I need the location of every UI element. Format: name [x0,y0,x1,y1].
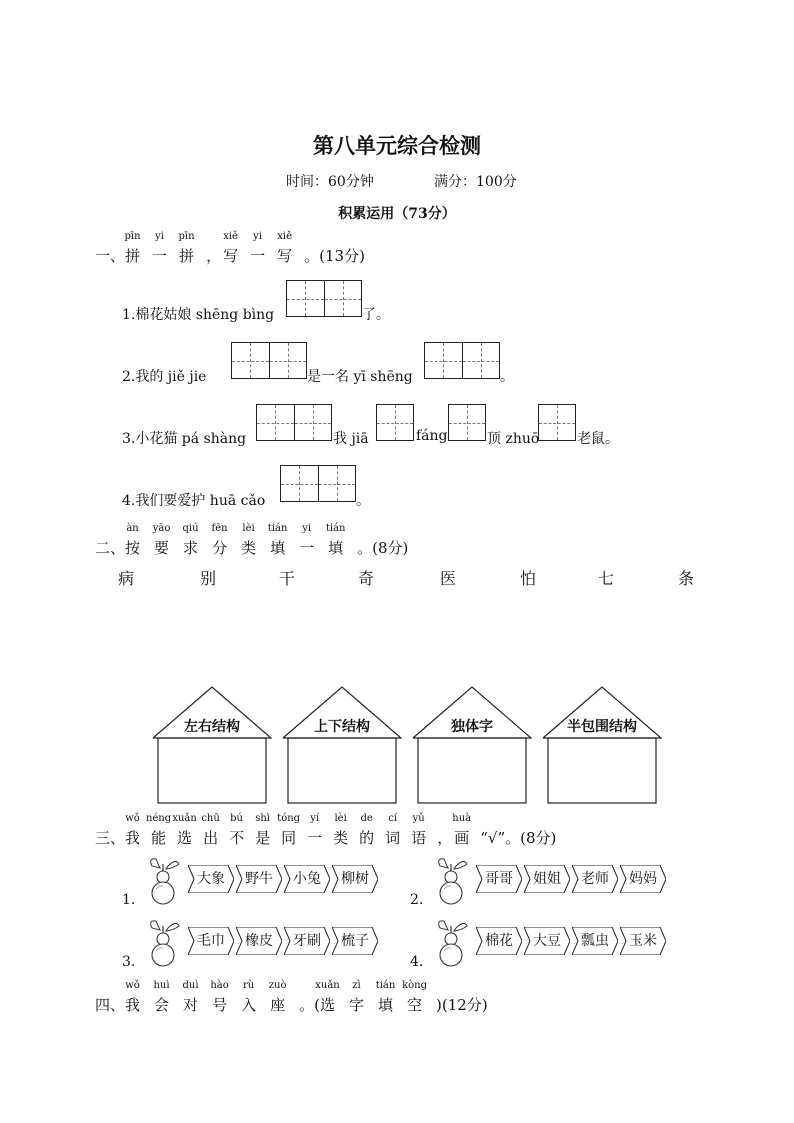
pinyin: duì [182,980,199,991]
q1-item-2-suffix: 。 [500,369,514,385]
ruby-char [182,523,199,558]
ruby-char [223,231,239,266]
word-option[interactable] [476,927,522,955]
word-label: 大豆 [533,933,561,949]
hanzi: 一 [307,829,323,847]
question-ruby-text [315,980,436,1014]
word-label: 小兔 [293,871,321,887]
pinyin: rù [242,980,255,991]
word-option[interactable] [188,927,234,955]
ruby-char [452,813,472,848]
q1-item-2-middle: 是一名 yī shēng [307,369,413,385]
word-label: 橡皮 [245,933,273,949]
hanzi: 填 [270,539,286,557]
ruby-char [210,980,229,1015]
ruby-char [152,523,171,558]
q1-item-3-part-d: 顶 zhuō [487,431,540,447]
pinyin: lèi [334,813,347,824]
pinyin: de [360,813,373,824]
pinyin: néng [145,813,172,824]
hanzi: 是 [255,829,271,847]
pinyin: yǔ [412,813,425,824]
group-number: 2. [410,892,424,908]
pinyin: yi [302,523,312,534]
hanzi: 一 [250,247,266,265]
hanzi: 语 [411,829,427,847]
page-title: 第八单元综合检测 [313,133,481,158]
hanzi: 画 [454,829,470,847]
house-shape [542,686,662,804]
gourd-icon [434,918,470,968]
pinyin: cí [388,813,398,824]
ruby-char [250,231,266,266]
word-option[interactable] [332,927,378,955]
hanzi: 填 [328,539,344,557]
ruby-char [241,523,257,558]
hanzi: 类 [241,539,257,557]
word-label: 瓢虫 [581,933,609,949]
question-ruby-text [124,231,304,265]
ruby-char [153,980,170,1015]
ruby-char [255,813,271,848]
sort-character: 医 [440,569,457,588]
ruby-char [124,231,141,266]
pinyin: xuǎn [315,980,340,991]
sort-character: 奇 [358,569,375,588]
house-shape [282,686,402,804]
hanzi: 分 [212,539,228,557]
pinyin: tián [375,980,396,991]
ruby-char [315,980,340,1015]
sort-character: 怕 [520,569,537,588]
pinyin: tián [325,523,346,534]
writing-grid[interactable] [286,280,362,317]
ruby-char [299,523,315,558]
ruby-char [437,827,452,848]
pinyin: àn [126,523,139,534]
pinyin: xiě [223,231,238,242]
word-option[interactable] [524,927,570,955]
pinyin: tóng [277,813,301,824]
q1-item-3-part-b: 我 jiā [333,431,369,447]
writing-grid[interactable] [448,404,486,441]
hanzi: 写 [223,247,239,265]
house-label: 独体字 [451,719,493,735]
word-option[interactable] [284,927,330,955]
word-option[interactable] [284,865,330,893]
hanzi: 同 [281,829,297,847]
hanzi: 能 [151,829,167,847]
pinyin: kòng [402,980,427,991]
pinyin: wǒ [125,813,140,824]
ruby-char [348,980,364,1015]
hanzi: 类 [333,829,349,847]
house-label: 半包围结构 [567,719,637,735]
ruby-char [307,813,323,848]
hanzi: 选 [319,996,335,1014]
ruby-char [145,813,172,848]
pinyin: bú [230,813,243,824]
word-option[interactable] [620,927,666,955]
question-punct: 。( [299,996,320,1014]
pinyin: shì [255,813,270,824]
hanzi: 号 [212,996,228,1014]
ruby-char [375,980,396,1015]
word-label: 玉米 [629,933,657,949]
hanzi: 填 [378,996,394,1014]
ruby-char [241,980,257,1015]
word-label: 老师 [581,871,609,887]
writing-grid[interactable] [280,465,356,502]
house-half-enclosed[interactable] [542,686,662,804]
hanzi: 写 [277,247,293,265]
ruby-char [182,980,199,1015]
q1-item-1-prompt: 1.棉花姑娘 shēng bìng [122,307,275,323]
word-option[interactable] [620,865,666,893]
house-label: 上下结构 [314,719,370,735]
word-option[interactable] [476,865,522,893]
full-score: 满分：100分 [434,174,517,190]
writing-grid[interactable] [231,342,307,379]
question-ruby-text [125,980,299,1014]
hanzi: 字 [348,996,364,1014]
ruby-char [229,813,245,848]
word-label: 哥哥 [485,871,513,887]
hanzi: 入 [241,996,257,1014]
ruby-char [277,231,293,266]
pinyin: huà [452,813,472,824]
writing-grid[interactable] [538,404,576,441]
sort-character: 别 [200,569,217,588]
word-option[interactable] [572,865,618,893]
section-heading: 积累运用（73分） [338,206,456,222]
ruby-char [359,813,375,848]
word-label: 柳树 [341,871,369,887]
writing-grid[interactable] [256,404,332,441]
hanzi: 要 [154,539,170,557]
hanzi: 对 [183,996,199,1014]
question-2-heading [95,523,409,558]
pinyin: huì [153,980,170,991]
pinyin: zuò [268,980,287,991]
word-label: 野牛 [245,871,273,887]
exam-time: 时间：60分钟 [286,174,374,190]
q1-item-3-part-c: fáng [416,428,448,444]
sort-character: 条 [678,569,695,588]
pinyin: xiě [277,231,292,242]
group-number: 3. [122,954,136,970]
ruby-char [411,813,427,848]
word-label: 大象 [197,871,225,887]
sort-character: 干 [279,569,296,588]
hanzi: 选 [177,829,193,847]
question-points: )(12分) [436,996,488,1014]
question-number: 三、 [95,829,126,847]
pinyin: yi [155,231,164,242]
word-option[interactable] [188,865,234,893]
group-number: 1. [122,892,136,908]
word-option[interactable] [332,865,378,893]
pinyin: zì [352,980,361,991]
pinyin: yāo [152,523,171,534]
ruby-char [402,980,427,1015]
ruby-char [211,523,228,558]
hanzi: ， [437,829,453,847]
hanzi: 的 [359,829,375,847]
gourd-icon [146,918,182,968]
group-number: 4. [410,954,424,970]
hanzi: 按 [125,539,141,557]
question-1-heading [95,231,365,266]
ruby-char [152,231,168,266]
hanzi: 空 [407,996,423,1014]
hanzi: 会 [154,996,170,1014]
question-3-heading [95,813,557,848]
q1-item-2-prompt: 2.我的 jiě jie [122,369,207,385]
word-option[interactable] [236,927,282,955]
house-shape [152,686,272,804]
q1-item-4-suffix: 。 [356,493,370,509]
house-shape [412,686,532,804]
ruby-char [277,813,301,848]
gourd-icon [146,856,182,906]
question-4-heading [95,980,488,1015]
question-points: 。(13分) [304,247,365,265]
word-label: 毛巾 [197,933,225,949]
hanzi: 一 [299,539,315,557]
hanzi: 不 [229,829,245,847]
writing-grid[interactable] [376,404,414,441]
question-ruby-text [125,523,357,557]
word-label: 姐姐 [533,871,561,887]
ruby-char [125,523,141,558]
ruby-char [268,980,287,1015]
pinyin: wǒ [125,980,140,991]
hanzi: 出 [203,829,219,847]
q1-item-4-prompt: 4.我们要爱护 huā cǎo [122,493,266,509]
word-option[interactable] [572,927,618,955]
pinyin: pīn [178,231,195,242]
ruby-char [325,523,346,558]
hanzi: 求 [183,539,199,557]
ruby-char [125,980,141,1015]
word-label: 妈妈 [629,871,657,887]
word-label: 梳子 [341,933,369,949]
ruby-char [333,813,349,848]
question-number: 二、 [95,539,126,557]
ruby-char [172,813,197,848]
word-option[interactable] [236,865,282,893]
ruby-char [267,523,288,558]
pinyin: lèi [242,523,255,534]
ruby-char [385,813,401,848]
pinyin: fēn [211,523,228,534]
q1-item-3-prompt: 3.小花猫 pá shàng [122,431,247,447]
ruby-char [125,813,141,848]
pinyin: tián [267,523,288,534]
pinyin: pīn [124,231,141,242]
q1-item-1-suffix: 了。 [362,307,390,323]
sort-character: 七 [598,569,615,588]
hanzi: 我 [125,829,141,847]
hanzi: 我 [125,996,141,1014]
question-points: “√”。(8分) [480,829,557,847]
ruby-char [178,231,195,266]
word-option[interactable] [524,865,570,893]
sort-character: 病 [118,569,135,588]
pinyin: chū [201,813,220,824]
house-left-right[interactable] [152,686,272,804]
pinyin: qiú [182,523,199,534]
word-label: 牙刷 [293,933,321,949]
writing-grid[interactable] [424,342,500,379]
question-points: 。(8分) [357,539,409,557]
hanzi: 座 [270,996,286,1014]
hanzi: 一 [152,247,168,265]
hanzi: 拼 [179,247,195,265]
house-single[interactable] [412,686,532,804]
pinyin: yí [310,813,320,824]
question-number: 一、 [95,247,126,265]
house-label: 左右结构 [184,719,240,735]
hanzi: 词 [385,829,401,847]
word-label: 棉花 [485,933,513,949]
question-number: 四、 [95,996,126,1014]
pinyin: yi [253,231,263,242]
pinyin: hào [210,980,229,991]
pinyin: xuǎn [172,813,197,824]
hanzi: 拼 [125,247,141,265]
ruby-char [201,813,220,848]
gourd-icon [434,856,470,906]
hanzi: ， [206,247,222,265]
q1-item-3-suffix: 老鼠。 [577,431,619,447]
house-top-bottom[interactable] [282,686,402,804]
ruby-char [206,245,221,266]
question-ruby-text [125,813,480,847]
